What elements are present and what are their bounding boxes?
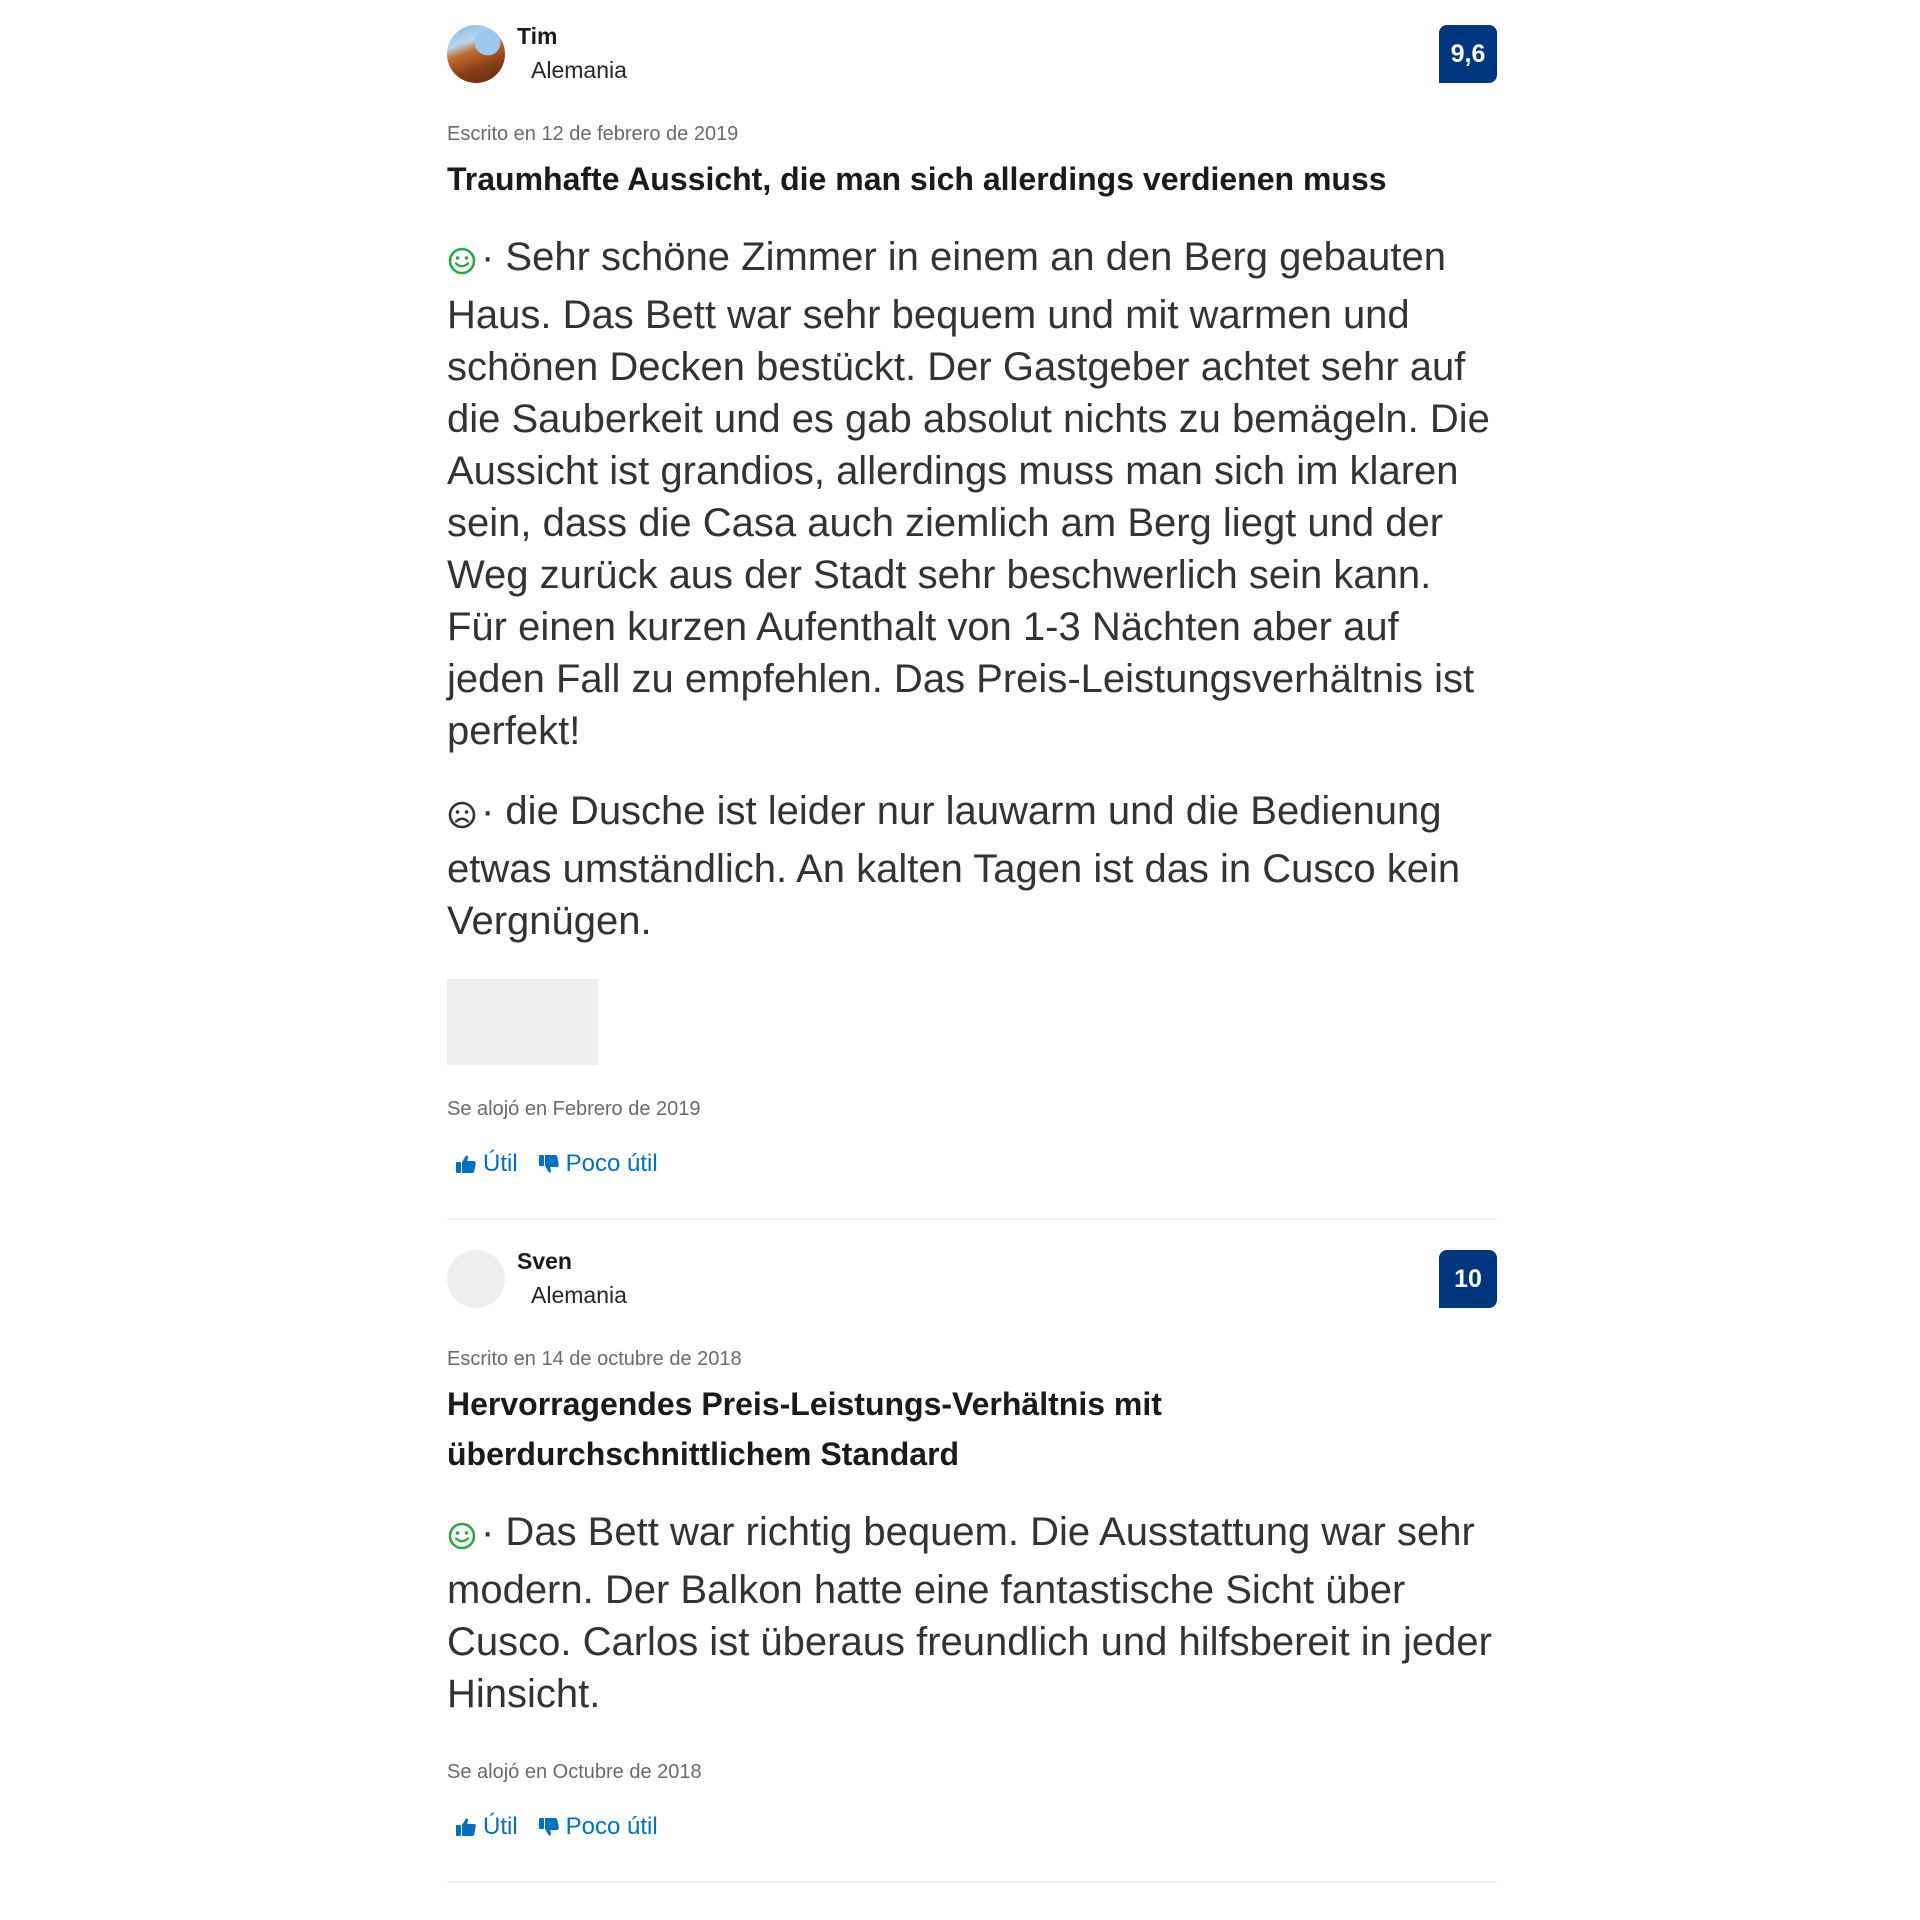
positive-comment xyxy=(447,231,1497,757)
review-divider xyxy=(447,1881,1497,1883)
review-actions xyxy=(447,1811,1497,1843)
review-header xyxy=(447,1250,1497,1310)
thumbs-down-icon xyxy=(538,1817,560,1837)
smiling-face-icon xyxy=(447,1512,477,1564)
score-badge: 9,6 xyxy=(1439,25,1497,83)
score-badge: 10 xyxy=(1439,1250,1497,1308)
not-helpful-button[interactable] xyxy=(538,1150,658,1178)
avatar xyxy=(447,25,505,83)
stay-date: Se alojó en Febrero de 2019 xyxy=(447,1098,701,1120)
review-header xyxy=(447,25,1497,85)
review-date: Escrito en 12 de febrero de 2019 xyxy=(447,123,739,145)
not-helpful-button[interactable] xyxy=(538,1813,658,1841)
review-date: Escrito en 14 de octubre de 2018 xyxy=(447,1348,742,1370)
avatar xyxy=(447,1250,505,1308)
not-helpful-label: Poco útil xyxy=(565,1150,658,1177)
review-title: Traumhafte Aussicht, die man sich allerdings verdienen muss xyxy=(447,161,1387,197)
stay-date: Se alojó en Octubre de 2018 xyxy=(447,1761,702,1783)
not-helpful-label: Poco útil xyxy=(565,1813,658,1840)
positive-comment xyxy=(447,1506,1497,1720)
review-title: Hervorragendes Preis-Leistungs-Verhältnis mit überdurchschnittlichem Standard xyxy=(447,1386,1162,1472)
review-photo-placeholder[interactable] xyxy=(447,979,598,1065)
positive-text: · Sehr schöne Zimmer in einem an den Berg gebauten Haus. Das Bett war sehr bequem und mit warmen und schönen Decken bestückt. Der Gastgeber achtet sehr auf die Sauberkeit und es gab absolut nichts zu bemägeln. Die Aussicht ist grandios, allerdings muss man sich im klaren sein, dass die Casa auch ziemlich am Berg liegt und der Weg zurück aus der Stadt sehr beschwerlich sein kann. Für einen kurzen Aufenthalt von 1-3 Nächten aber auf jeden Fall zu empfehlen. Das Preis-Leistungsverhältnis ist perfekt! xyxy=(447,235,1490,753)
review-actions xyxy=(447,1148,1497,1180)
helpful-button[interactable] xyxy=(455,1813,518,1841)
review-card xyxy=(447,1220,1497,1883)
helpful-label: Útil xyxy=(483,1150,518,1177)
thumbs-up-icon xyxy=(455,1154,477,1174)
reviewer-country: Alemania xyxy=(531,1282,627,1308)
frowning-face-icon xyxy=(447,791,477,843)
thumbs-up-icon xyxy=(455,1817,477,1837)
helpful-label: Útil xyxy=(483,1813,518,1840)
reviewer-name: Sven xyxy=(517,1248,572,1274)
review-card xyxy=(447,0,1497,1220)
thumbs-down-icon xyxy=(538,1154,560,1174)
reviewer-country: Alemania xyxy=(531,57,627,83)
smiling-face-icon xyxy=(447,237,477,289)
helpful-button[interactable] xyxy=(455,1150,518,1178)
reviewer-name: Tim xyxy=(517,23,558,49)
negative-comment xyxy=(447,785,1497,947)
reviews-list xyxy=(447,0,1497,1883)
negative-text: · die Dusche ist leider nur lauwarm und die Bedienung etwas umständlich. An kalten Tagen ist das in Cusco kein Vergnügen. xyxy=(447,789,1461,943)
positive-text: · Das Bett war richtig bequem. Die Ausstattung war sehr modern. Der Balkon hatte eine fantastische Sicht über Cusco. Carlos ist überaus freundlich und hilfsbereit in jeder Hinsicht. xyxy=(447,1510,1492,1716)
